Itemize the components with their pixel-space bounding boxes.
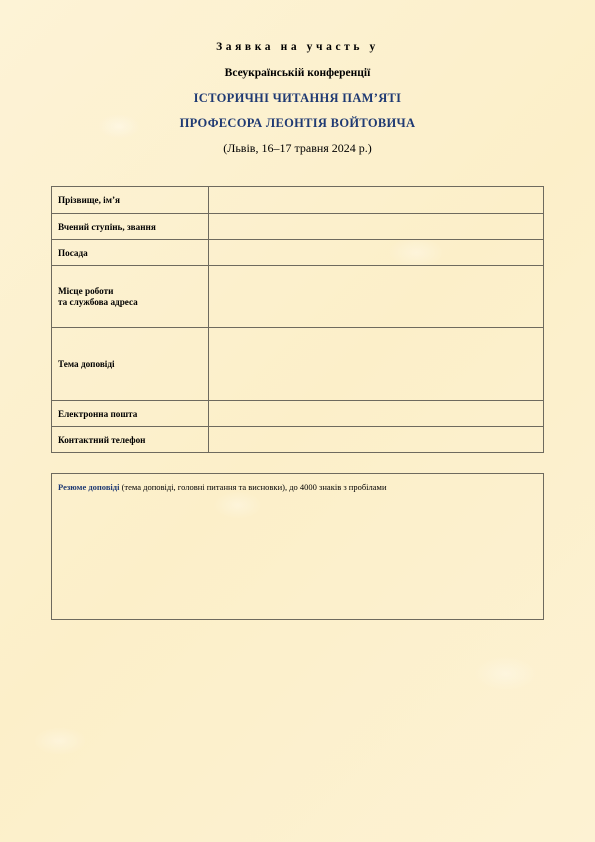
position-label: Посада <box>52 240 209 266</box>
table-row <box>52 187 544 214</box>
surname-name-label: Прізвище, ім’я <box>52 187 209 214</box>
table-row <box>52 401 544 427</box>
degree-title-field[interactable] <box>209 214 544 240</box>
workplace-label-line1: Місце роботи <box>58 285 114 296</box>
table-row <box>52 266 544 328</box>
application-form-table <box>51 186 544 453</box>
conference-name-line2: ПРОФЕСОРА ЛЕОНТІЯ ВОЙТОВИЧА <box>179 116 416 130</box>
report-topic-label: Тема доповіді <box>52 328 209 401</box>
conference-type: Всеукраїнській конференції <box>224 67 371 79</box>
email-label: Електронна пошта <box>52 401 209 427</box>
summary-hint: (тема доповіді, головні питання та висновки), до 4000 знаків з пробілами <box>119 482 387 492</box>
summary-label: Резюме доповіді <box>58 482 120 492</box>
email-field[interactable] <box>209 401 544 427</box>
workplace-address-label <box>52 266 209 328</box>
conference-name-line1: ІСТОРИЧНІ ЧИТАННЯ ПАМ’ЯТІ <box>193 91 402 105</box>
report-topic-field[interactable] <box>209 328 544 401</box>
workplace-label-line2: та службова адреса <box>58 296 138 307</box>
phone-label: Контактний телефон <box>52 427 209 453</box>
table-row <box>52 240 544 266</box>
form-title: Заявка на участь у <box>216 41 379 53</box>
summary-box[interactable] <box>51 473 544 620</box>
workplace-address-field[interactable] <box>209 266 544 328</box>
degree-title-label: Вчений ступінь, звання <box>52 214 209 240</box>
conference-place-date: (Львів, 16–17 травня 2024 р.) <box>223 141 372 155</box>
table-row <box>52 214 544 240</box>
surname-name-field[interactable] <box>209 187 544 214</box>
table-row <box>52 328 544 401</box>
table-row <box>52 427 544 453</box>
phone-field[interactable] <box>209 427 544 453</box>
position-field[interactable] <box>209 240 544 266</box>
